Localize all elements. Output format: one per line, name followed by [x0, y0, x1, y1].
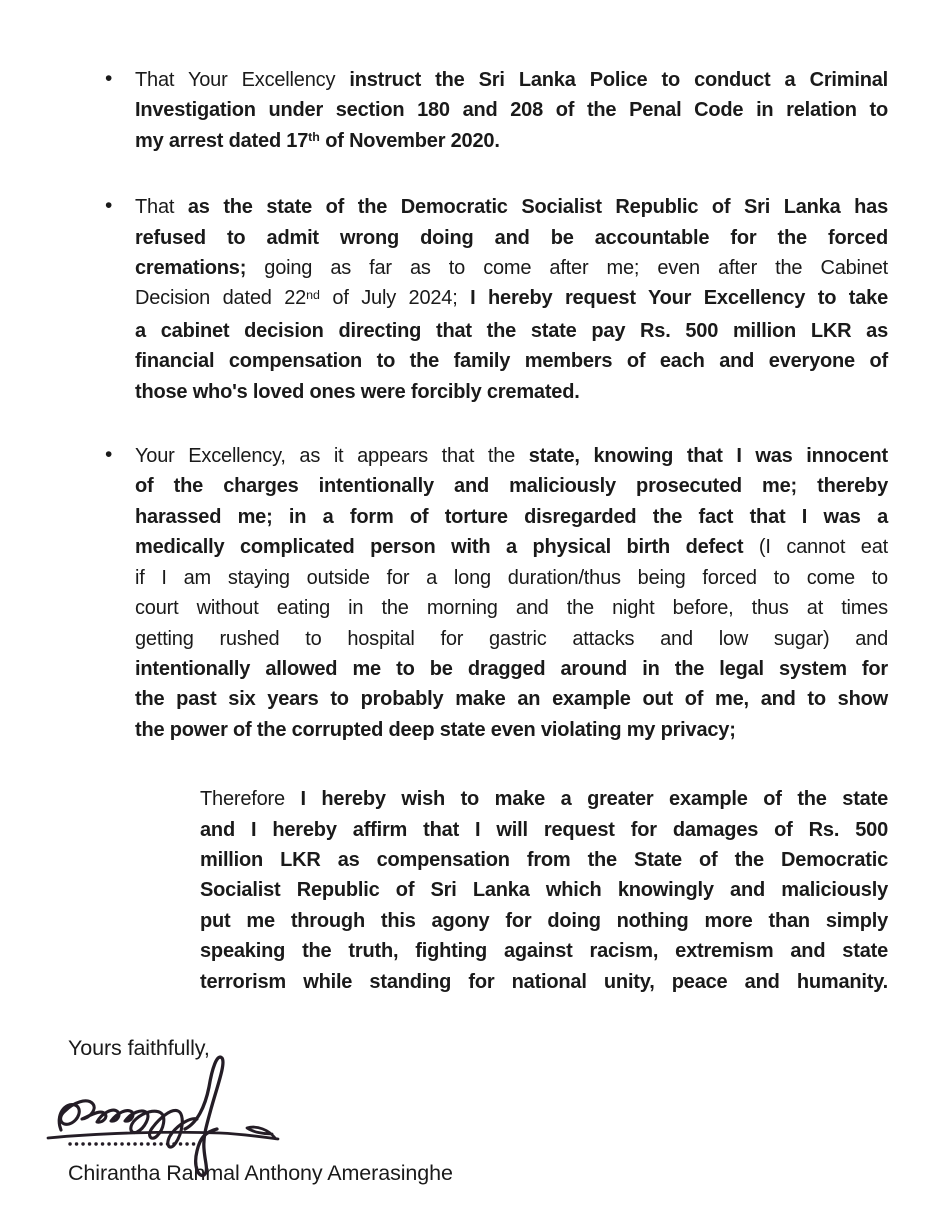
text-segment: th	[308, 130, 320, 145]
text-line	[200, 936, 888, 966]
text-line	[135, 65, 888, 95]
text-segment: Investigation under section 180 and 208 of the Penal Code in relation to	[135, 99, 888, 122]
text-segment: and I hereby affirm that I will request for damages of Rs. 500	[200, 818, 888, 841]
text-line	[135, 593, 888, 623]
text-segment: speaking the truth, fighting against racism, extremism and state	[200, 940, 888, 963]
text-segment: the past six years to probably make an example out of me, and to show	[135, 688, 888, 711]
text-segment: medically complicated person with a physical birth defect	[135, 536, 759, 559]
text-line	[135, 346, 888, 376]
bullet-marker: •	[105, 443, 113, 467]
text-line	[200, 967, 888, 997]
paragraph-compensation-request	[135, 192, 888, 407]
text-line	[135, 441, 888, 471]
text-line	[200, 784, 888, 814]
text-segment: million LKR as compensation from the State of the Democratic	[200, 848, 888, 871]
text-segment: cremations;	[135, 257, 247, 280]
text-segment: Your Excellency, as it appears that the	[135, 445, 529, 468]
text-segment: as the state of the Democratic Socialist Republic of Sri Lanka has	[187, 196, 889, 219]
text-segment: those who's loved ones were forcibly cremated.	[135, 380, 580, 403]
text-segment: I hereby wish to make a greater example of the state	[300, 788, 888, 811]
text-segment: harassed me; in a form of torture disregarded the fact that I was a	[135, 505, 888, 528]
text-line	[200, 815, 888, 845]
text-segment: Therefore	[200, 788, 301, 811]
bullet-item-police-investigation	[105, 65, 888, 158]
text-line	[135, 223, 888, 253]
text-segment: financial compensation to the family members of each and everyone of	[135, 350, 888, 373]
text-line	[135, 654, 888, 684]
text-line	[135, 95, 888, 125]
text-line	[135, 126, 888, 158]
text-line	[200, 906, 888, 936]
bullet-marker: •	[105, 67, 113, 90]
text-segment: Socialist Republic of Sri Lanka which knowingly and maliciously	[200, 879, 888, 902]
text-segment: Decision dated 22	[135, 287, 307, 310]
bullet-marker: •	[105, 194, 113, 218]
text-line	[135, 532, 888, 562]
text-segment: my arrest dated 17	[135, 129, 309, 152]
text-segment: refused to admit wrong doing and be accountable for the forced	[135, 226, 888, 249]
text-segment: put me through this agony for doing nothing more than simply	[200, 909, 888, 932]
bullet-item-malicious-prosecution	[105, 441, 888, 745]
bullet-item-compensation-request	[105, 192, 889, 407]
text-line	[200, 875, 888, 905]
text-line	[135, 624, 888, 654]
text-line	[135, 563, 888, 593]
text-segment: instruct the Sri Lanka Police to conduct a Criminal	[349, 69, 888, 91]
text-line	[135, 715, 888, 745]
text-line	[135, 471, 888, 501]
text-segment: state, knowing that I was innocent	[528, 445, 888, 468]
text-segment: of November 2020.	[319, 129, 500, 152]
text-segment: of July 2024;	[319, 287, 471, 310]
text-segment: a cabinet decision directing that the state pay Rs. 500 million LKR as	[135, 319, 888, 342]
text-segment: terrorism while standing for national unity, peace and humanity.	[200, 970, 888, 993]
text-segment: intentionally allowed me to be dragged around in the legal system for	[135, 657, 888, 680]
paragraph-malicious-prosecution	[135, 441, 888, 745]
text-segment: That	[135, 196, 188, 219]
valediction: Yours faithfully,	[68, 1035, 210, 1060]
text-line	[135, 253, 888, 283]
text-segment: court without eating in the morning and the night before, thus at times	[135, 597, 888, 620]
text-line	[135, 316, 888, 346]
text-segment: That Your Excellency	[135, 69, 350, 91]
signatory-name: Chirantha Ranmal Anthony Amerasinghe	[68, 1161, 453, 1186]
text-segment: if I am staying outside for a long duration/thus being forced to come to	[135, 566, 888, 589]
closing-paragraph	[200, 784, 888, 997]
text-line	[200, 845, 888, 875]
text-segment: of the charges intentionally and maliciously prosecuted me; thereby	[135, 475, 888, 498]
text-line	[135, 192, 888, 222]
bullet-list	[0, 65, 930, 745]
text-segment: (I cannot eat	[758, 536, 888, 559]
paragraph-police-investigation	[135, 65, 888, 158]
text-line	[135, 283, 888, 315]
text-segment: nd	[306, 287, 320, 302]
text-segment: the power of the corrupted deep state even violating my privacy;	[135, 718, 736, 741]
text-line	[135, 502, 888, 532]
text-segment: I hereby request Your Excellency to take	[470, 287, 888, 310]
text-line	[135, 377, 888, 407]
text-segment: getting rushed to hospital for gastric attacks and low sugar) and	[135, 627, 888, 650]
text-line	[135, 684, 888, 714]
text-segment: going as far as to come after me; even after the Cabinet	[246, 257, 888, 280]
